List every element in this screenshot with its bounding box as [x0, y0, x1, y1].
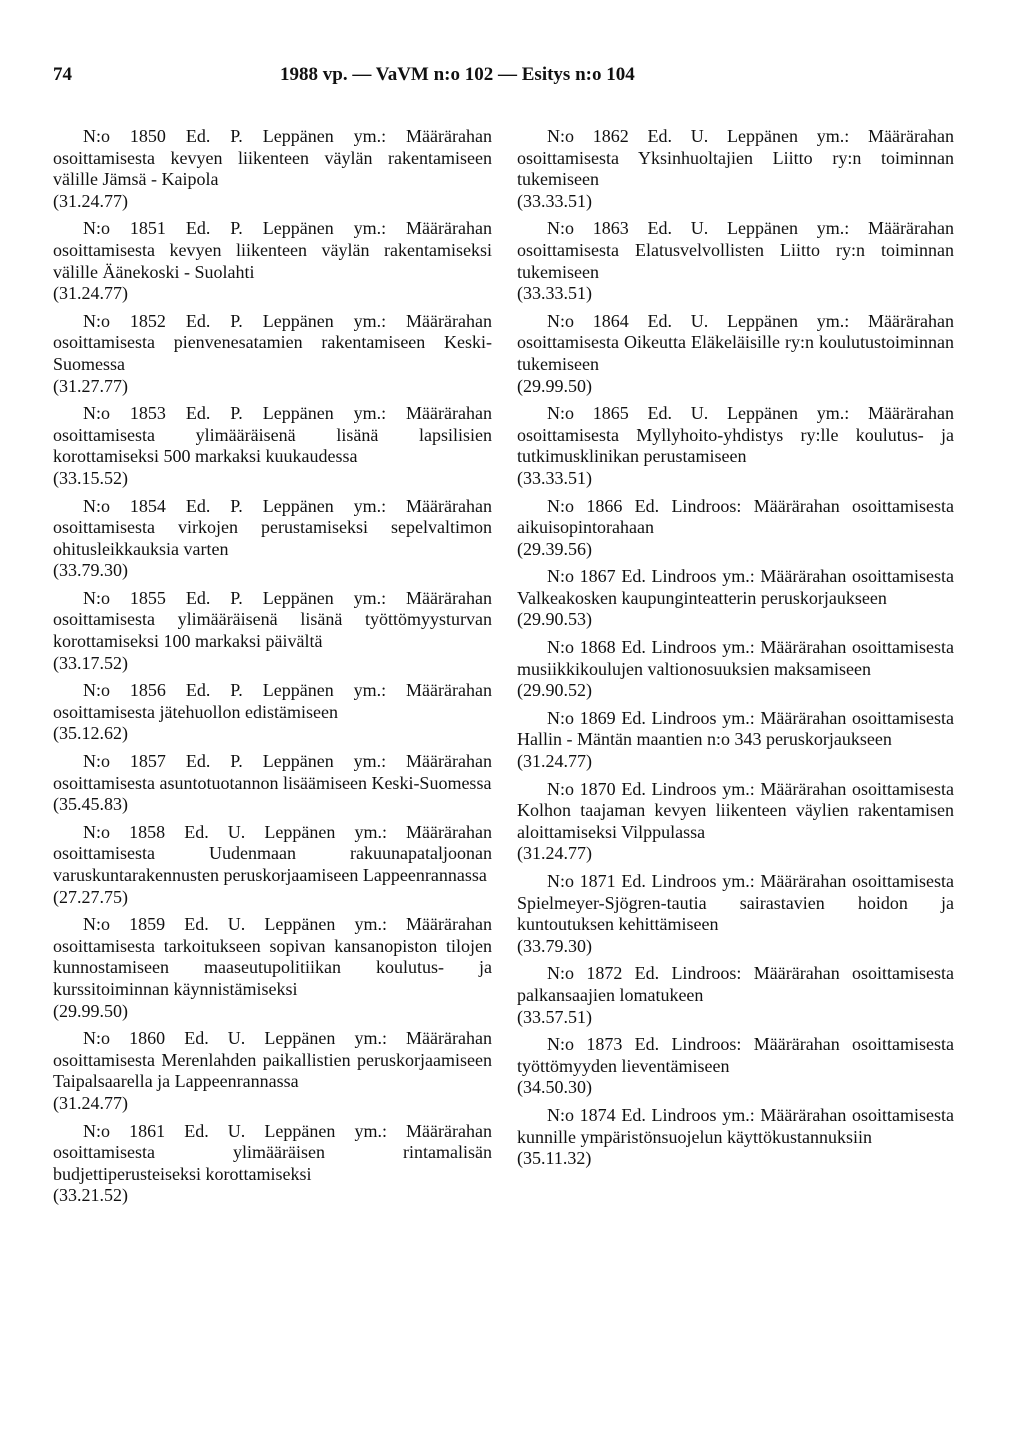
motion-entry [53, 311, 492, 397]
budget-item-code: (31.27.77) [53, 375, 128, 396]
budget-item-code: (35.45.83) [53, 794, 128, 815]
budget-item-code: (31.24.77) [517, 843, 592, 864]
motion-entry [53, 403, 492, 489]
motion-text: N:o 1873 Ed. Lindroos: Määrärahan osoittamisesta työttömyyden lieventämiseen [517, 1034, 954, 1076]
motion-text: N:o 1865 Ed. U. Leppänen ym.: Määrärahan osoittamisesta Myllyhoito-yhdistys ry:lle koulutus- ja tutkimusklinikan perustamiseen [517, 403, 954, 467]
motion-text: N:o 1857 Ed. P. Leppänen ym.: Määrärahan osoittamisesta asuntotuotannon lisäämiseen Keski-Suomessa [53, 751, 492, 793]
motion-entry [517, 218, 954, 304]
budget-item-code: (33.79.30) [517, 935, 592, 956]
budget-item-code: (29.90.53) [517, 609, 592, 630]
motion-entry [517, 566, 954, 631]
motion-entry [517, 963, 954, 1028]
motion-entry [53, 218, 492, 304]
motion-text: N:o 1871 Ed. Lindroos ym.: Määrärahan osoittamisesta Spielmeyer-Sjögren-tautia sairastavien hoidon ja kuntoutuksen kehittämiseen [517, 871, 954, 935]
budget-item-code: (35.11.32) [517, 1148, 592, 1169]
left-column [53, 126, 492, 1213]
budget-item-code: (34.50.30) [517, 1077, 592, 1098]
motion-entry [517, 311, 954, 397]
motion-entry [517, 637, 954, 702]
motion-entry [517, 1034, 954, 1099]
motion-text: N:o 1862 Ed. U. Leppänen ym.: Määrärahan osoittamisesta Yksinhuoltajien Liitto ry:n toiminnan tukemiseen [517, 126, 954, 190]
motion-text: N:o 1863 Ed. U. Leppänen ym.: Määrärahan osoittamisesta Elatusvelvollisten Liitto ry:n toiminnan tukemiseen [517, 218, 954, 282]
motion-text: N:o 1870 Ed. Lindroos ym.: Määrärahan osoittamisesta Kolhon taajaman kevyen liikenteen väylien rakentamisen aloittamiseksi Vilppulassa [517, 778, 954, 842]
motion-entry [53, 126, 492, 212]
motion-text: N:o 1853 Ed. P. Leppänen ym.: Määrärahan osoittamisesta ylimääräisenä lisänä lapsilisien korottamiseksi 500 markaksi kuukaudessa [53, 403, 492, 467]
motion-text: N:o 1866 Ed. Lindroos: Määrärahan osoittamisesta aikuisopintorahaan [517, 495, 954, 538]
motion-entry [53, 680, 492, 745]
budget-item-code: (27.27.75) [53, 886, 128, 907]
motion-entry [53, 822, 492, 908]
budget-item-code: (31.24.77) [53, 1092, 128, 1113]
motion-text: N:o 1854 Ed. P. Leppänen ym.: Määrärahan osoittamisesta virkojen perustamiseksi sepelvaltimon ohitusleikkauksia varten [53, 495, 492, 559]
motion-text: N:o 1856 Ed. P. Leppänen ym.: Määrärahan osoittamisesta jätehuollon edistämiseen [53, 680, 492, 722]
motion-text: N:o 1868 Ed. Lindroos ym.: Määrärahan osoittamisesta musiikkikoulujen valtionosuuksien maksamiseen [517, 637, 954, 679]
motion-text: N:o 1869 Ed. Lindroos ym.: Määrärahan osoittamisesta Hallin - Mäntän maantien n:o 343 peruskorjaukseen [517, 707, 954, 750]
motion-entry [517, 1105, 954, 1170]
motion-entry [53, 1121, 492, 1207]
motion-entry [53, 914, 492, 1022]
budget-item-code: (31.24.77) [53, 283, 128, 304]
budget-item-code: (31.24.77) [53, 190, 128, 211]
budget-item-code: (33.79.30) [53, 560, 128, 581]
motion-entry [517, 496, 954, 561]
motion-entry [53, 496, 492, 582]
motion-text: N:o 1858 Ed. U. Leppänen ym.: Määrärahan osoittamisesta Uudenmaan rakuunapataljoonan varuskuntarakennusten peruskorjaamiseen Lappeenrannassa [53, 821, 492, 885]
budget-item-code: (31.24.77) [517, 751, 592, 772]
motion-entry [517, 779, 954, 865]
motion-text: N:o 1872 Ed. Lindroos: Määrärahan osoittamisesta palkansaajien lomatukeen [517, 963, 954, 1005]
budget-item-code: (33.33.51) [517, 467, 592, 488]
budget-item-code: (33.21.52) [53, 1185, 128, 1206]
budget-item-code: (33.17.52) [53, 652, 128, 673]
motion-text: N:o 1855 Ed. P. Leppänen ym.: Määrärahan osoittamisesta ylimääräisenä lisänä työttömyysturvan korottamiseksi 100 markaksi päivältä [53, 587, 492, 652]
motion-text: N:o 1859 Ed. U. Leppänen ym.: Määrärahan osoittamisesta tarkoitukseen sopivan kansanopiston tilojen kunnostamiseen maaseutupolitiikan koulutus- ja kurssitoiminnan käynnistämiseksi [53, 914, 492, 999]
budget-item-code: (33.15.52) [53, 467, 128, 488]
budget-item-code: (29.99.50) [53, 1000, 128, 1021]
motion-entry [53, 751, 492, 816]
running-head: 1988 vp. — VaVM n:o 102 — Esitys n:o 104 [280, 64, 635, 85]
motion-text: N:o 1861 Ed. U. Leppänen ym.: Määrärahan osoittamisesta ylimääräisen rintamalisän budjettiperusteiseksi korottamiseksi [53, 1120, 492, 1184]
motion-entry [517, 126, 954, 212]
motion-text: N:o 1851 Ed. P. Leppänen ym.: Määrärahan osoittamisesta kevyen liikenteen väylän rakentamiseksi välille Äänekoski - Suolahti [53, 218, 492, 282]
motion-entry [517, 708, 954, 773]
motion-text: N:o 1860 Ed. U. Leppänen ym.: Määrärahan osoittamisesta Merenlahden paikallistien peruskorjaamiseen Taipalsaarella ja Lappeenrannassa [53, 1028, 492, 1092]
motion-entry [517, 871, 954, 957]
motion-text: N:o 1852 Ed. P. Leppänen ym.: Määrärahan osoittamisesta pienvenesatamien rakentamiseen Keski-Suomessa [53, 310, 492, 374]
budget-item-code: (33.57.51) [517, 1006, 592, 1027]
budget-item-code: (29.99.50) [517, 375, 592, 396]
motion-entry [53, 588, 492, 674]
page-number: 74 [53, 64, 72, 85]
budget-item-code: (29.39.56) [517, 538, 592, 559]
motion-text: N:o 1867 Ed. Lindroos ym.: Määrärahan osoittamisesta Valkeakosken kaupunginteatterin peruskorjaukseen [517, 566, 954, 608]
motion-text: N:o 1864 Ed. U. Leppänen ym.: Määrärahan osoittamisesta Oikeutta Eläkeläisille ry:n koulutustoiminnan tukemiseen [517, 310, 954, 374]
motion-text: N:o 1874 Ed. Lindroos ym.: Määrärahan osoittamisesta kunnille ympäristönsuojelun käyttökustannuksiin [517, 1104, 954, 1147]
budget-item-code: (29.90.52) [517, 680, 592, 701]
right-column [517, 126, 954, 1176]
budget-item-code: (33.33.51) [517, 283, 592, 304]
budget-item-code: (33.33.51) [517, 190, 592, 211]
motion-entry [53, 1028, 492, 1114]
motion-text: N:o 1850 Ed. P. Leppänen ym.: Määrärahan osoittamisesta kevyen liikenteen väylän rakentamiseen välille Jämsä - Kaipola [53, 126, 492, 190]
motion-entry [517, 403, 954, 489]
budget-item-code: (35.12.62) [53, 723, 128, 744]
